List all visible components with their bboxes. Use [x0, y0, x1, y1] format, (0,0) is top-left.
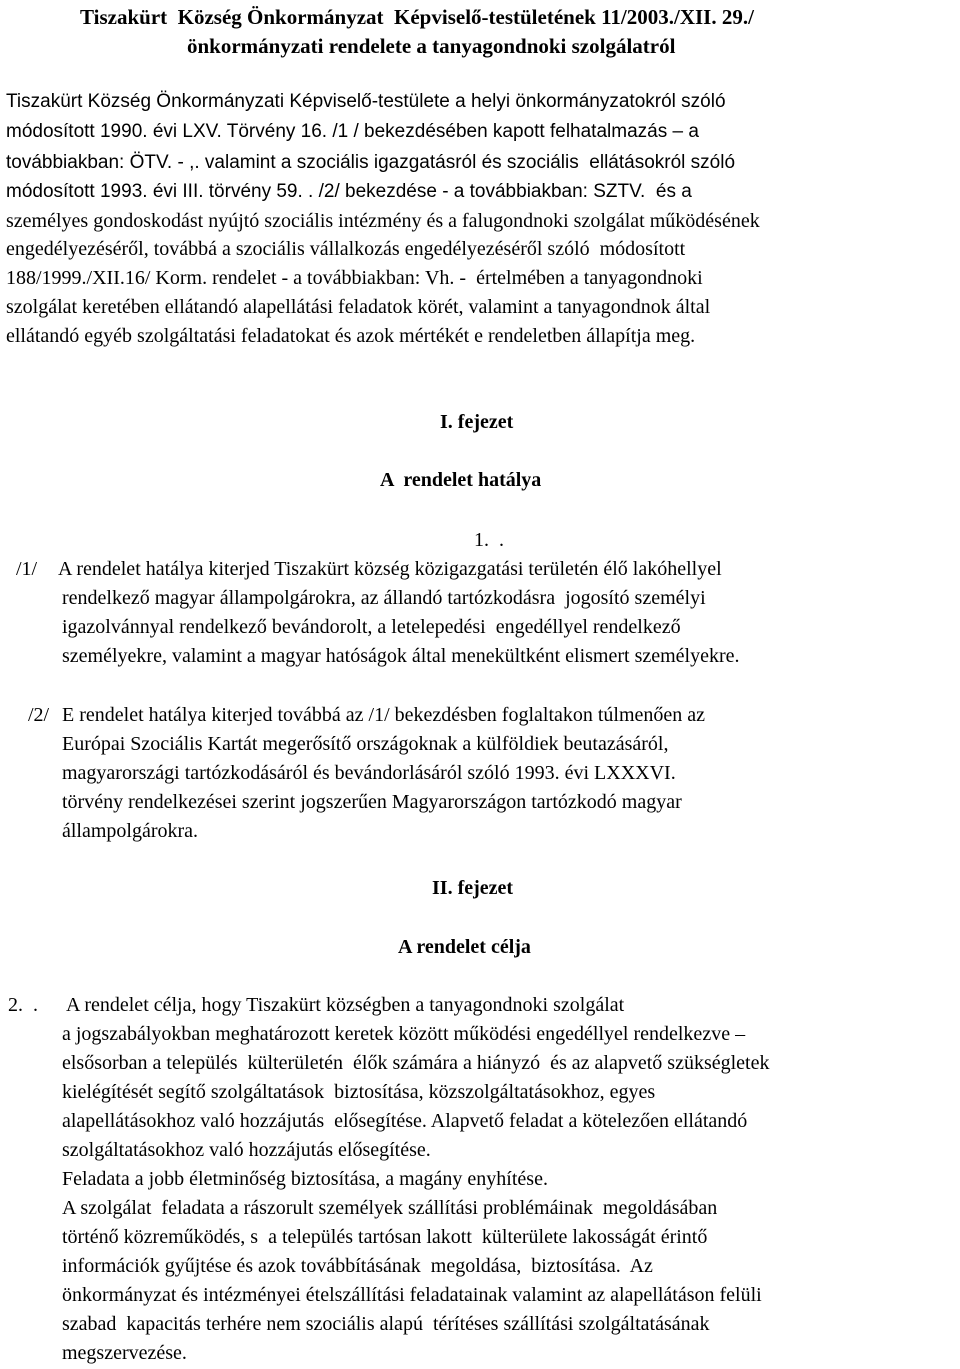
section-2-line: történő közreműködés, s a település tartósan lakott külterülete lakosságát érintő — [62, 1226, 708, 1248]
section-2-line: A rendelet célja, hogy Tiszakürt községben a tanyagondnoki szolgálat — [66, 994, 625, 1016]
paragraph-1-line: személyekre, valamint a magyar hatóságok által menekültként elismert személyekre. — [62, 645, 740, 667]
preamble-line: ellátandó egyéb szolgáltatási feladatokat és azok mértékét e rendeletben állapítja meg. — [6, 325, 696, 347]
paragraph-2-line: magyarországi tartózkodásáról és bevándorlásáról szóló 1993. évi LXXXVI. — [62, 762, 676, 784]
section-2-line: szabad kapacitás terhére nem szociális alapú térítéses szállítási szolgáltatásának — [62, 1313, 710, 1335]
paragraph-2-line: Európai Szociális Kartát megerősítő országoknak a külföldiek beutazásáról, — [62, 733, 669, 755]
preamble-line: szolgálat keretében ellátandó alapellátási feladatok körét, valamint a tanyagondnok által — [6, 296, 711, 318]
section-2-line: megszervezése. — [62, 1342, 187, 1364]
preamble-line: módosított 1993. évi III. törvény 59. . /2/ bekezdése - a továbbiakban: SZTV. és a — [6, 181, 692, 202]
section-2-line: szolgáltatásokhoz való hozzájutás elősegítése. — [62, 1139, 431, 1161]
preamble-line: Tiszakürt Község Önkormányzati Képviselő-testülete a helyi önkormányzatokról szóló — [6, 91, 726, 112]
preamble-line: 188/1999./XII.16/ Korm. rendelet - a továbbiakban: Vh. - értelmében a tanyagondnoki — [6, 267, 703, 289]
chapter-2-subheading: A rendelet célja — [398, 936, 531, 958]
section-2-line: A szolgálat feladata a rászorult személyek szállítási problémáinak megoldásában — [62, 1197, 718, 1219]
section-2-line: kielégítését segítő szolgáltatások biztosítása, közszolgáltatásokhoz, egyes — [62, 1081, 656, 1103]
chapter-1-subheading: A rendelet hatálya — [380, 469, 542, 491]
preamble-line: módosított 1990. évi LXV. Törvény 16. /1 / bekezdésében kapott felhatalmazás – a — [6, 121, 699, 142]
chapter-2-heading: II. fejezet — [432, 877, 514, 899]
preamble-line: engedélyezéséről, továbbá a szociális vállalkozás engedélyezéséről szóló módosított — [6, 238, 686, 260]
document-title-line-1: Tiszakürt Község Önkormányzat Képviselő-testületének 11/2003./XII. 29./ — [80, 5, 754, 29]
section-2-line: elsősorban a település külterületén élők számára a hiányzó és az alapvető szükségletek — [62, 1052, 770, 1074]
document-title-line-2: önkormányzati rendelete a tanyagondnoki szolgálatról — [187, 34, 676, 58]
section-2-line: önkormányzat és intézményei ételszállítási feladatainak valamint az alapellátáson felüli — [62, 1284, 762, 1306]
chapter-1-heading: I. fejezet — [440, 411, 514, 433]
paragraph-2-line: állampolgárokra. — [62, 820, 199, 842]
section-2-number: 2. . — [8, 994, 38, 1016]
paragraph-1-label: /1/ — [16, 558, 38, 580]
paragraph-1-line: A rendelet hatálya kiterjed Tiszakürt község közigazgatási területén élő lakóhellyel — [58, 558, 722, 580]
section-2-line: alapellátásokhoz való hozzájutás elősegítése. Alapvető feladat a kötelezően ellátandó — [62, 1110, 748, 1132]
section-2-line: információk gyűjtése és azok továbbításának megoldása, biztosítása. Az — [62, 1255, 653, 1277]
paragraph-2-line: törvény rendelkezései szerint jogszerűen Magyarországon tartózkodó magyar — [62, 791, 682, 813]
paragraph-1-line: igazolvánnyal rendelkező bevándorolt, a letelepedési engedéllyel rendelkező — [62, 616, 681, 638]
preamble-line: személyes gondoskodást nyújtó szociális intézmény és a falugondnoki szolgálat működésének — [6, 210, 760, 232]
paragraph-1-line: rendelkező magyar állampolgárokra, az állandó tartózkodásra jogosító személyi — [62, 587, 706, 609]
section-1-number: 1. . — [474, 529, 504, 551]
paragraph-2-line: E rendelet hatálya kiterjed továbbá az /1/ bekezdésben foglaltakon túlmenően az — [62, 704, 706, 726]
paragraph-2-label: /2/ — [28, 704, 50, 726]
section-2-line: Feladata a jobb életminőség biztosítása, a magány enyhítése. — [62, 1168, 548, 1190]
section-2-line: a jogszabályokban meghatározott keretek között működési engedéllyel rendelkezve – — [62, 1023, 746, 1045]
preamble-line: továbbiakban: ÖTV. - ,. valamint a szociális igazgatásról és szociális ellátásokról szóló — [6, 152, 736, 173]
